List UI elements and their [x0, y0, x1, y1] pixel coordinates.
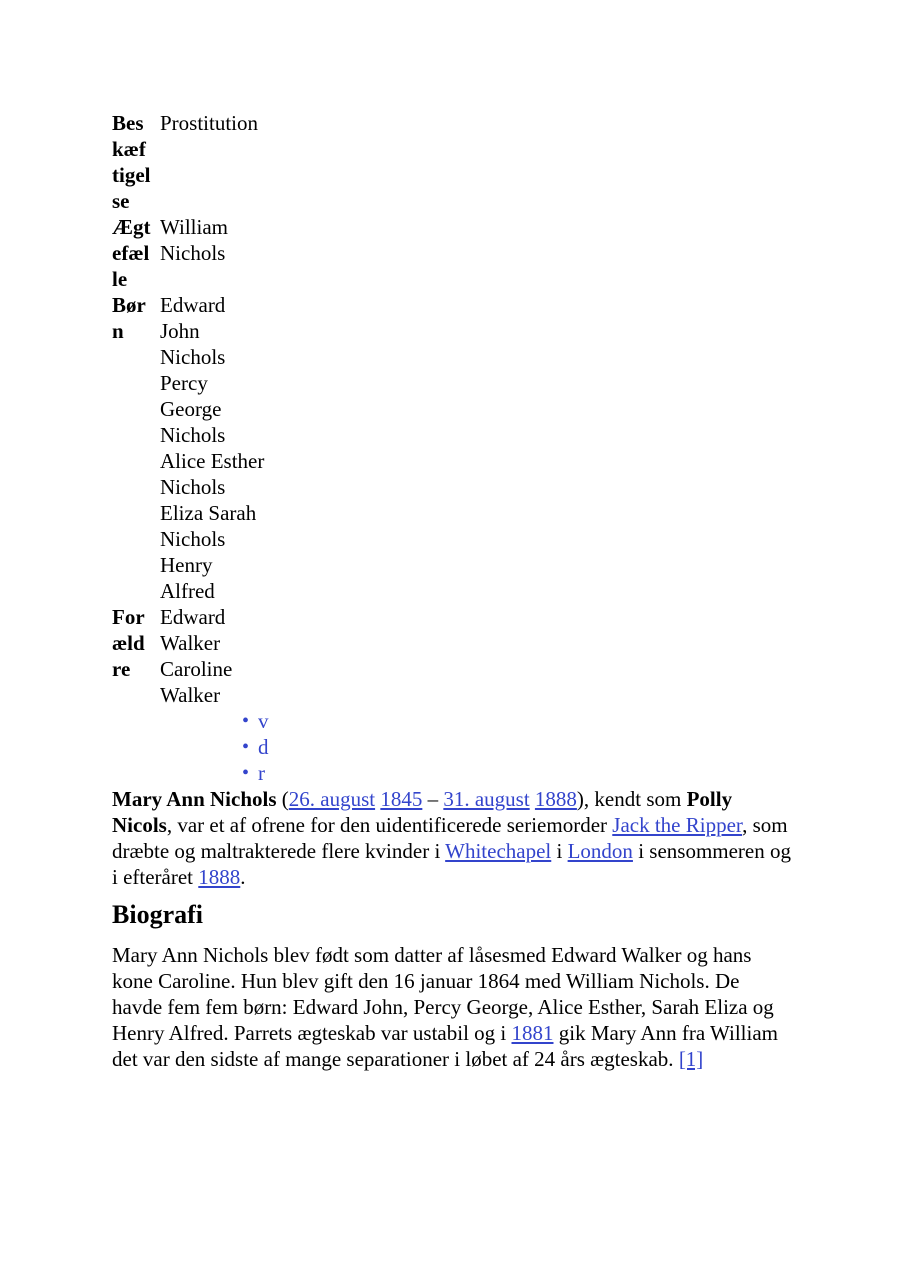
navbar-view-label[interactable]: v [258, 709, 269, 733]
text: ( [276, 787, 289, 811]
alias-name: Polly Nicols [112, 787, 733, 837]
infobox-label [112, 604, 160, 708]
value-line: Nichols [160, 345, 226, 369]
text: . [240, 865, 246, 889]
value-line: Edward [160, 605, 226, 629]
infobox-row-children [112, 292, 272, 604]
label-line: Bes [112, 111, 144, 135]
section-heading-biography: Biografi [112, 900, 203, 929]
value-line: Nichols [160, 527, 226, 551]
label-line: Bør [112, 293, 146, 317]
infobox-label [112, 110, 160, 214]
infobox-row-parents [112, 604, 272, 708]
value-line: Nichols [160, 423, 226, 447]
article [112, 110, 792, 1072]
value-line: Nichols [160, 241, 226, 265]
value-line: Prostitution [160, 111, 259, 135]
reference-link[interactable]: [1] [678, 1047, 704, 1071]
infobox-value [160, 214, 272, 292]
label-line: æld [112, 631, 145, 655]
value-line: Nichols [160, 475, 226, 499]
death-date-link[interactable]: 31. august [443, 787, 530, 811]
text: , som dræbte og maltrakterede flere kvinder i [112, 813, 788, 863]
text: , var et af ofrene for den uidentificerede seriemorder [166, 813, 613, 837]
label-line: n [112, 319, 124, 343]
text: gik Mary Ann fra William det var den sidste af mange separationer i løbet af 24 års ægteskab. [112, 1021, 778, 1071]
london-link[interactable]: London [567, 839, 633, 863]
label-line: For [112, 605, 145, 629]
navbar [112, 708, 792, 786]
label-line: Ægt [112, 215, 151, 239]
text: ), kendt som [576, 787, 687, 811]
value-line: William [160, 215, 228, 239]
birth-year-link[interactable]: 1845 [380, 787, 423, 811]
value-line: Walker [160, 683, 221, 707]
navbar-discuss-label[interactable]: d [258, 735, 269, 759]
text: i [551, 839, 568, 863]
year-1888-link[interactable]: 1888 [198, 865, 241, 889]
navbar-edit-label[interactable]: r [258, 761, 265, 785]
navbar-discuss-link[interactable] [242, 734, 792, 760]
navbar-edit-link[interactable] [242, 760, 792, 786]
value-line: Alice Esther [160, 449, 265, 473]
infobox-value [160, 604, 272, 708]
value-line: Percy [160, 371, 208, 395]
infobox-row-spouse [112, 214, 272, 292]
label-line: re [112, 657, 131, 681]
biography-paragraph [112, 942, 792, 1072]
value-line: John [160, 319, 200, 343]
navbar-view-link[interactable] [242, 708, 792, 734]
value-line: Edward [160, 293, 226, 317]
value-line: Alfred [160, 579, 215, 603]
value-line: George [160, 397, 222, 421]
text: Mary Ann Nichols blev født som datter af låsesmed Edward Walker og hans kone Caroline. Hun blev gift den 16 januar 1864 med William Nichols. De havde fem fem børn: Edward John, Percy George, Alice Esther, Sarah Eliza og Henry Alfred. Parrets ægteskab var ustabil og i [112, 943, 774, 1045]
label-line: se [112, 189, 130, 213]
jack-the-ripper-link[interactable]: Jack the Ripper [612, 813, 743, 837]
infobox [112, 110, 272, 708]
value-line: Walker [160, 631, 221, 655]
death-year-link[interactable]: 1888 [534, 787, 577, 811]
whitechapel-link[interactable]: Whitechapel [445, 839, 552, 863]
text: i sensommeren og i efteråret [112, 839, 791, 889]
infobox-row-occupation [112, 110, 272, 214]
label-line: efæl [112, 241, 150, 265]
infobox-label [112, 214, 160, 292]
value-line: Henry [160, 553, 213, 577]
infobox-value [160, 292, 272, 604]
label-line: le [112, 267, 128, 291]
year-1881-link[interactable]: 1881 [511, 1021, 554, 1045]
text: – [422, 787, 444, 811]
label-line: tigel [112, 163, 151, 187]
value-line: Eliza Sarah [160, 501, 257, 525]
infobox-value [160, 110, 272, 214]
subject-name: Mary Ann Nichols [112, 787, 277, 811]
birth-date-link[interactable]: 26. august [288, 787, 376, 811]
infobox-label [112, 292, 160, 604]
value-line: Caroline [160, 657, 233, 681]
intro-paragraph [112, 786, 792, 890]
label-line: kæf [112, 137, 146, 161]
